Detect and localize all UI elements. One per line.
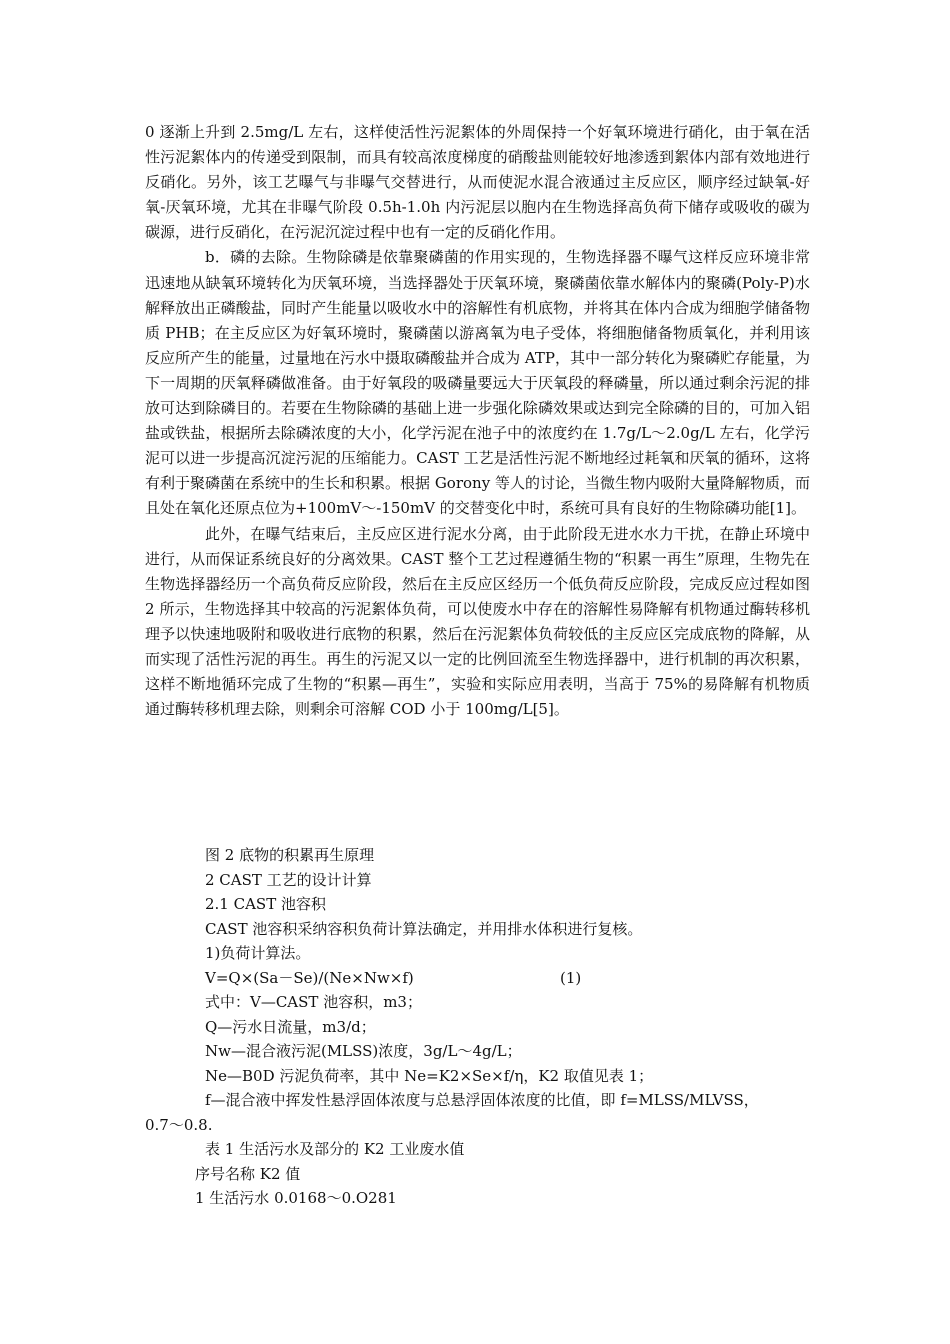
table-row: 1 生活污水 0.0168～0.O281 [195, 1189, 397, 1207]
table-header: 序号名称 K2 值 [195, 1164, 301, 1183]
section-heading-2-1: 2.1 CAST 池容积 [205, 895, 326, 913]
paragraph-nitrification: 0 逐渐上升到 2.5mg/L 左右，这样使活性污泥絮体的外周保持一个好氧环境进行硝化，由于氧在活性污泥絮体内的传递受到限制，而具有较高浓度梯度的硝酸盐则能较好地渗透到絮体内部有效地进行反硝化。另外，该工艺曝气与非曝气交替进行，从而使泥水混合液通过主反应区，顺序经过缺氧-好氧-厌氧环境，尤其在非曝气阶段 0.5h-1.0h 内污泥层以胞内在生物选择高负荷下储存或吸收的碳为碳源，进行反硝化，在污泥沉淀过程中也有一定的反硝化作用。 [145, 123, 810, 242]
body-text [145, 120, 810, 722]
definition-f: f—混合液中挥发性悬浮固体浓度与总悬浮固体浓度的比值，即 f=MLSS/MLVSS， [205, 1091, 759, 1109]
definition-q: Q—污水日流量，m3/d； [205, 1017, 376, 1036]
table-caption: 表 1 生活污水及部分的 K2 工业废水值 [205, 1140, 465, 1158]
definition-v: 式中：V—CAST 池容积，m3； [205, 993, 422, 1011]
section-heading-2: 2 CAST 工艺的设计计算 [205, 870, 372, 889]
formula: V=Q×(Sa－Se)/(Ne×Nw×f) [205, 968, 414, 987]
definition-nw: Nw—混合液污泥(MLSS)浓度，3g/L～4g/L； [205, 1042, 522, 1060]
definition-f-continued: 0.7～0.8. [145, 1115, 213, 1134]
formula-row [145, 966, 810, 991]
method-heading: 1)负荷计算法。 [205, 944, 311, 962]
definition-ne: Ne—B0D 污泥负荷率，其中 Ne=K2×Se×f/η，K2 取值见表 1； [205, 1066, 654, 1085]
figure-caption: 图 2 底物的积累再生原理 [205, 846, 375, 864]
design-section [145, 843, 810, 1211]
paragraph-accumulation-regeneration: 此外，在曝气结束后，主反应区进行泥水分离，由于此阶段无进水水力干扰，在静止环境中进行，从而保证系统良好的分离效果。CAST 整个工艺过程遵循生物的“积累一再生”原理，生物先在生物选择器经历一个高负荷反应阶段，然后在主反应区经历一个低负荷反应阶段，完成反应过程如图 2 所示，生物选择其中较高的污泥絮体负荷，可以使废水中存在的溶解性易降解有机物通过酶转移机理予以快速地吸附和吸收进行底物的积累，然后在污泥絮体负荷较低的主反应区完成底物的降解，从而实现了活性污泥的再生。再生的污泥又以一定的比例回流至生物选择器中，进行机制的再次积累，这样不断地循环完成了生物的“积累—再生”，实验和实际应用表明，当高于 75%的易降解有机物质通过酶转移机理去除，则剩余可溶解 COD 小于 100mg/L[5]。 [145, 524, 810, 719]
section-intro: CAST 池容积采纳容积负荷计算法确定，并用排水体积进行复核。 [205, 919, 643, 938]
formula-number: (1) [560, 968, 582, 987]
paragraph-phosphorus-removal: b．磷的去除。生物除磷是依靠聚磷菌的作用实现的，生物选择器不曝气这样反应环境非常迅速地从缺氧环境转化为厌氧环境，当选择器处于厌氧环境，聚磷菌依靠水解体内的聚磷(Poly-P)水解释放出正磷酸盐，同时产生能量以吸收水中的溶解性有机底物，并将其在体内合成为细胞学储备物质 PHB；在主反应区为好氧环境时，聚磷菌以游离氧为电子受体，将细胞储备物质氧化，并利用该反应所产生的能量，过量地在污水中摄取磷酸盐并合成为 ATP，其中一部分转化为聚磷贮存能量，为下一周期的厌氧释磷做准备。由于好氧段的吸磷量要远大于厌氧段的释磷量，所以通过剩余污泥的排放可达到除磷目的。若要在生物除磷的基础上进一步强化除磷效果或达到完全除磷的目的，可加入铝盐或铁盐，根据所去除磷浓度的大小，化学污泥在池子中的浓度约在 1.7g/L～2.0g/L 左右，化学污泥可以进一步提高沉淀污泥的压缩能力。CAST 工艺是活性污泥不断地经过耗氧和厌氧的循环，这将有利于聚磷菌在系统中的生长和积累。根据 Gorony 等人的讨论，当微生物内吸附大量降解物质，而且处在氧化还原点位为+100mV～-150mV 的交替变化中时，系统可具有良好的生物除磷功能[1]。 [145, 248, 810, 518]
